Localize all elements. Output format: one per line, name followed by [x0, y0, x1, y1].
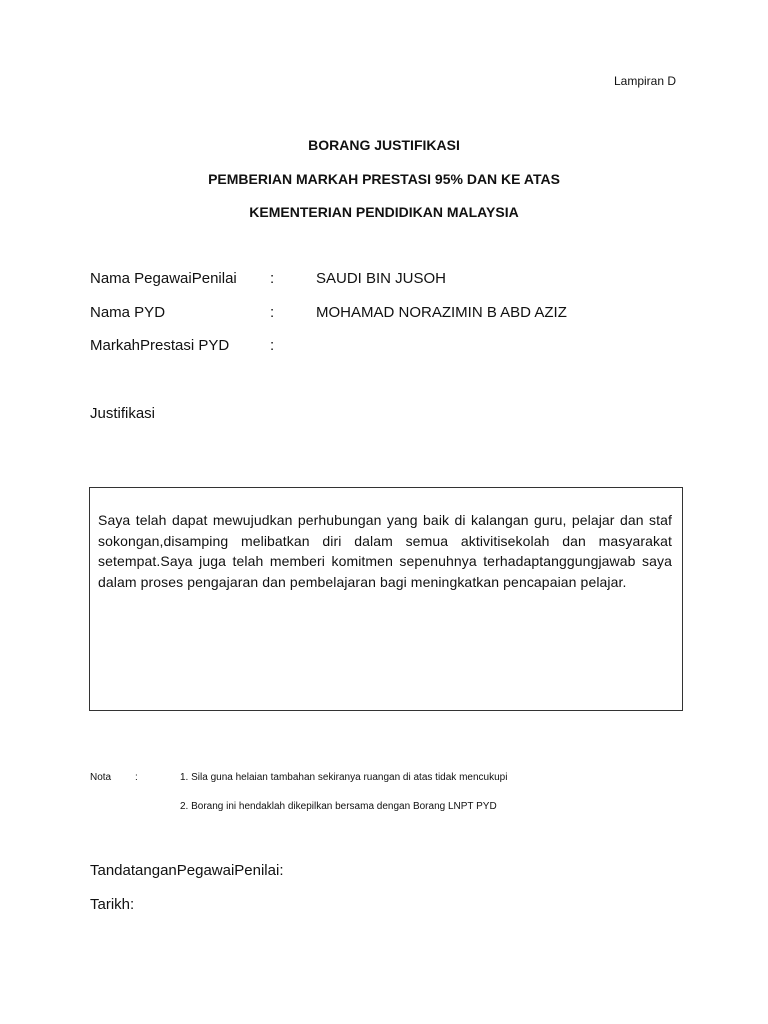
justification-box — [89, 487, 683, 711]
field-colon: : — [270, 337, 275, 354]
field-colon: : — [270, 270, 275, 287]
field-label-markah-prestasi: MarkahPrestasi PYD — [90, 337, 230, 354]
field-label-pyd: Nama PYD — [90, 304, 166, 321]
signature-label: TandatanganPegawaiPenilai: — [90, 862, 284, 879]
nota-colon: : — [135, 772, 138, 783]
field-colon: : — [270, 304, 275, 321]
ministry-title: KEMENTERIAN PENDIDIKAN MALAYSIA — [249, 204, 519, 220]
date-label: Tarikh: — [90, 896, 135, 913]
field-value-pyd: MOHAMAD NORAZIMIN B ABD AZIZ — [316, 304, 567, 321]
justification-label: Justifikasi — [90, 405, 156, 422]
form-title: BORANG JUSTIFIKASI — [308, 137, 460, 153]
lampiran-label: Lampiran D — [613, 74, 676, 88]
justification-text: Saya telah dapat mewujudkan perhubungan yang baik di kalangan guru, pelajar dan staf sokongan,disamping melibatkan diri dalam semua aktivitisekolah dan masyarakat setempat.Saya juga telah memberi komitmen sepenuhnya terhadaptanggungjawab saya dalam proses pengajaran dan pembelajaran bagi meningkatkan pencapaian pelajar. — [98, 512, 672, 590]
field-value-pegawai-penilai: SAUDI BIN JUSOH — [316, 270, 447, 287]
nota-item: 2. Borang ini hendaklah dikepilkan bersama dengan Borang LNPT PYD — [180, 801, 497, 812]
form-subtitle: PEMBERIAN MARKAH PRESTASI 95% DAN KE ATAS — [208, 171, 560, 187]
field-label-pegawai-penilai: Nama PegawaiPenilai — [90, 270, 237, 287]
nota-item: 1. Sila guna helaian tambahan sekiranya ruangan di atas tidak mencukupi — [180, 772, 508, 783]
nota-label: Nota — [90, 772, 112, 783]
